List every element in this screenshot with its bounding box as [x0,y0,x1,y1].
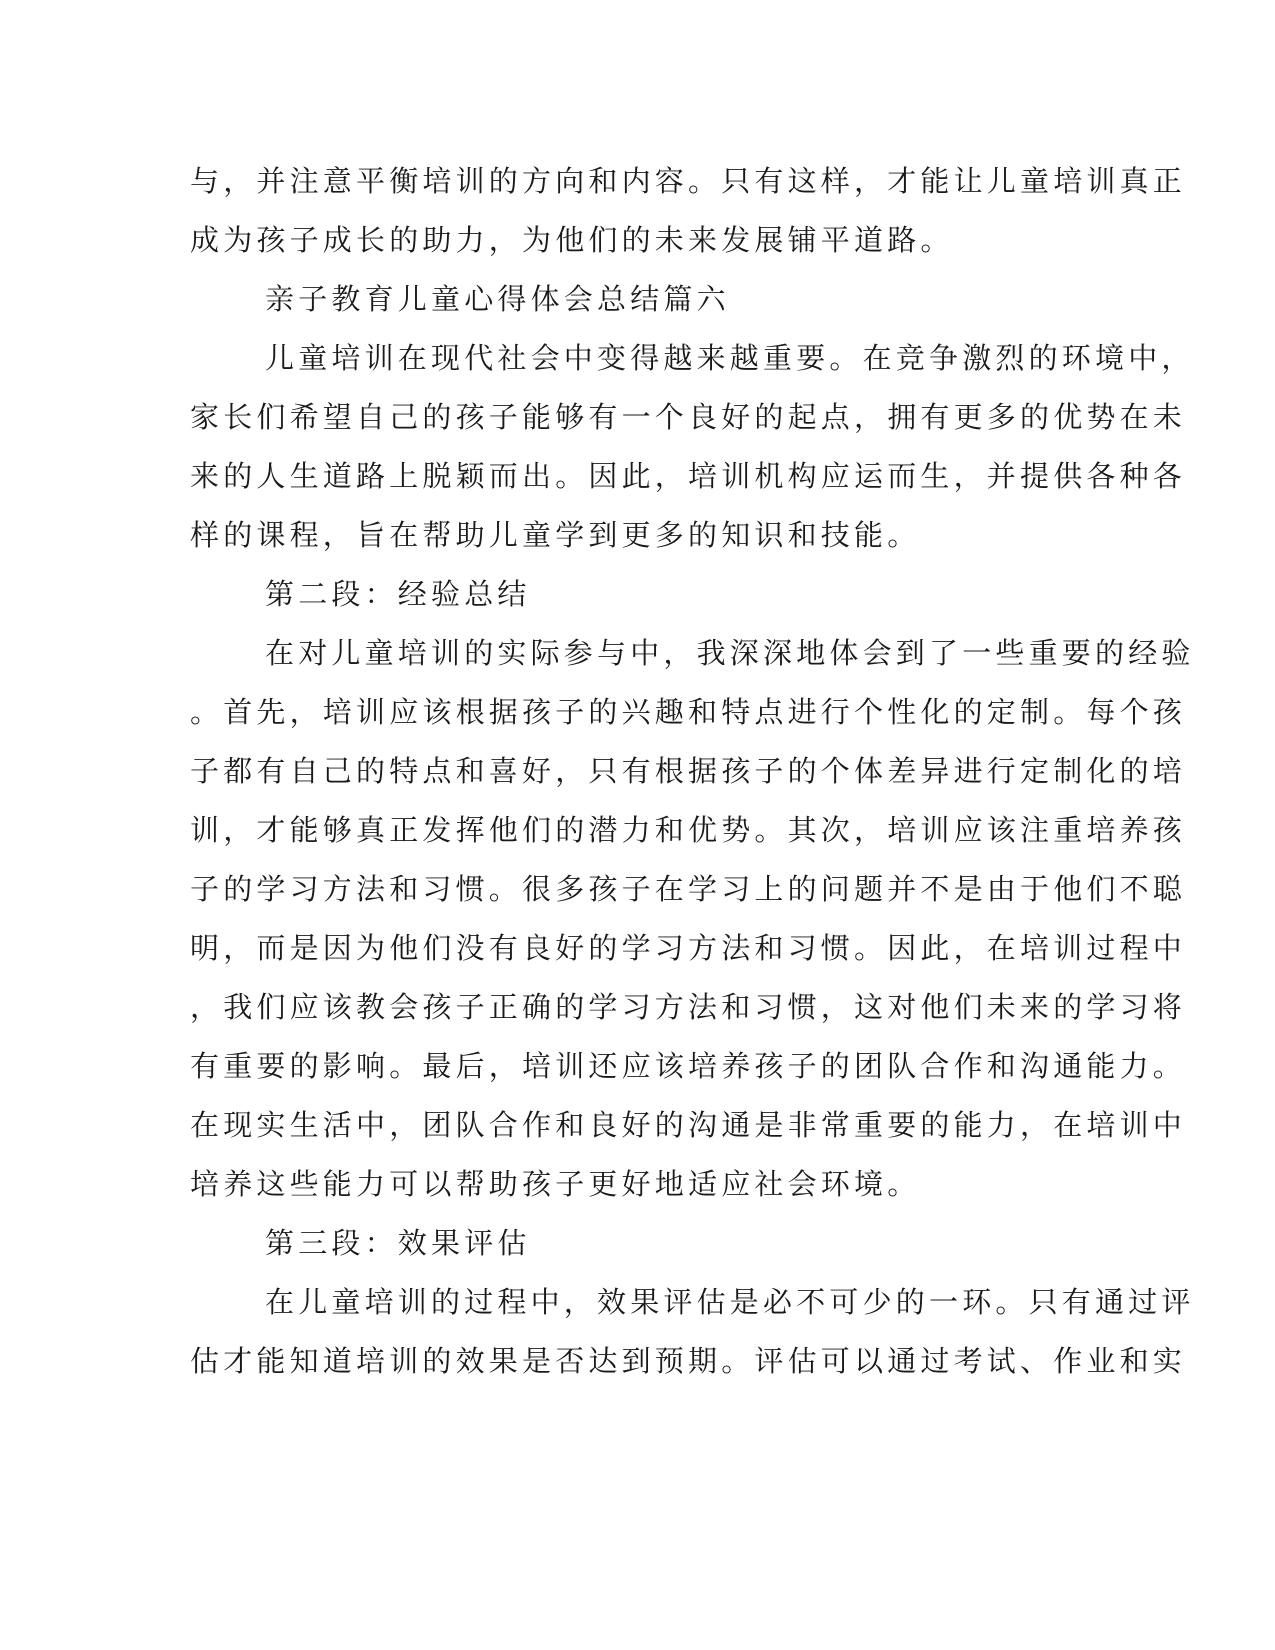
text-line: 在对儿童培训的实际参与中，我深深地体会到了一些重要的经验 [265,636,1195,670]
text-line: 子都有自己的特点和喜好，只有根据孩子的个体差异进行定制化的培 [190,754,1187,788]
text-line: 儿童培训在现代社会中变得越来越重要。在竞争激烈的环境中， [265,341,1195,375]
text-line: 家长们希望自己的孩子能够有一个良好的起点，拥有更多的优势在未 [190,400,1187,434]
section-heading: 第三段：效果评估 [265,1226,531,1260]
text-line: 培养这些能力可以帮助孩子更好地适应社会环境。 [190,1167,921,1201]
text-line: 来的人生道路上脱颖而出。因此，培训机构应运而生，并提供各种各 [190,459,1187,493]
text-line: ，我们应该教会孩子正确的学习方法和习惯，这对他们未来的学习将 [190,990,1187,1024]
text-line: 。首先，培训应该根据孩子的兴趣和特点进行个性化的定制。每个孩 [190,695,1187,729]
text-line: 成为孩子成长的助力，为他们的未来发展铺平道路。 [190,223,954,257]
text-line: 训，才能够真正发挥他们的潜力和优势。其次，培训应该注重培养孩 [190,813,1187,847]
text-line: 样的课程，旨在帮助儿童学到更多的知识和技能。 [190,518,921,552]
text-line: 在现实生活中，团队合作和良好的沟通是非常重要的能力，在培训中 [190,1108,1187,1142]
text-line: 与，并注意平衡培训的方向和内容。只有这样，才能让儿童培训真正 [190,164,1187,198]
text-line: 在儿童培训的过程中，效果评估是必不可少的一环。只有通过评 [265,1285,1195,1319]
section-heading: 第二段：经验总结 [265,577,531,611]
text-line: 有重要的影响。最后，培训还应该培养孩子的团队合作和沟通能力。 [190,1049,1187,1083]
text-line: 明，而是因为他们没有良好的学习方法和习惯。因此，在培训过程中 [190,931,1187,965]
text-line: 子的学习方法和习惯。很多孩子在学习上的问题并不是由于他们不聪 [190,872,1187,906]
text-line: 估才能知道培训的效果是否达到预期。评估可以通过考试、作业和实 [190,1344,1187,1378]
section-heading: 亲子教育儿童心得体会总结篇六 [265,282,730,316]
